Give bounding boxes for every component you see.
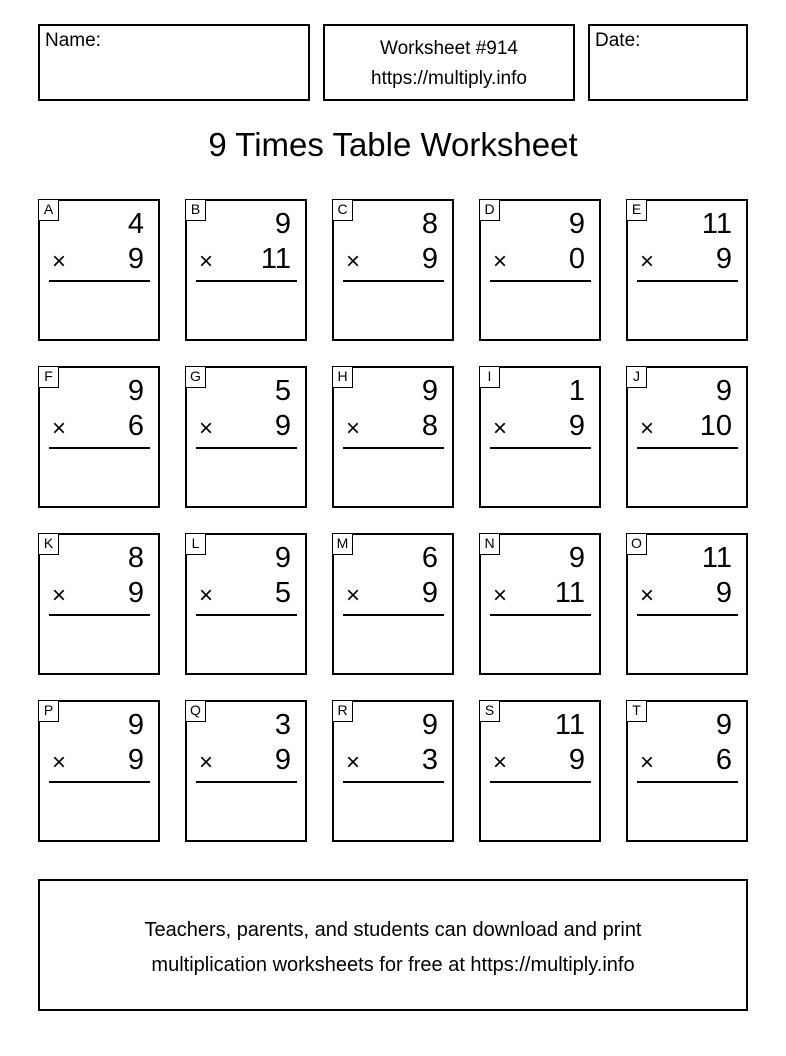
multiplier: 5 xyxy=(274,577,291,609)
problem-card[interactable] xyxy=(185,700,307,842)
times-sign: × xyxy=(52,582,67,609)
problem-card[interactable] xyxy=(332,533,454,675)
problem-letter: E xyxy=(626,199,647,221)
multiplier: 9 xyxy=(715,243,732,275)
multiplicand: 9 xyxy=(274,542,291,574)
times-sign: × xyxy=(493,582,508,609)
multiplicand: 4 xyxy=(127,208,144,240)
multiplier: 10 xyxy=(699,410,732,442)
multiplier: 9 xyxy=(568,410,585,442)
times-sign: × xyxy=(199,415,214,442)
times-sign: × xyxy=(493,248,508,275)
times-sign: × xyxy=(640,415,655,442)
multiplicand: 9 xyxy=(127,709,144,741)
problem-card[interactable] xyxy=(626,199,748,341)
multiplicand: 9 xyxy=(274,208,291,240)
problem-letter: K xyxy=(38,533,59,555)
problem-card[interactable] xyxy=(38,366,160,508)
multiplicand: 9 xyxy=(421,375,438,407)
multiplicand: 11 xyxy=(701,208,732,240)
answer-rule xyxy=(637,614,738,616)
multiplicand: 11 xyxy=(701,542,732,574)
worksheet-url: https://multiply.info xyxy=(371,68,527,89)
problem-letter: O xyxy=(626,533,647,555)
problem-card[interactable] xyxy=(185,199,307,341)
answer-rule xyxy=(196,614,297,616)
answer-rule xyxy=(490,781,591,783)
multiplicand: 8 xyxy=(421,208,438,240)
multiplier: 9 xyxy=(715,577,732,609)
multiplier: 9 xyxy=(127,243,144,275)
times-sign: × xyxy=(346,749,361,776)
name-label: Name: xyxy=(45,30,101,51)
footer-line-2: multiplication worksheets for free at https://multiply.info xyxy=(151,954,635,976)
problem-card[interactable] xyxy=(626,366,748,508)
times-sign: × xyxy=(493,749,508,776)
answer-rule xyxy=(490,447,591,449)
answer-rule xyxy=(343,280,444,282)
problem-letter: T xyxy=(626,700,647,722)
problem-letter: M xyxy=(332,533,353,555)
times-sign: × xyxy=(346,248,361,275)
answer-rule xyxy=(490,614,591,616)
problem-card[interactable] xyxy=(479,533,601,675)
problem-card[interactable] xyxy=(185,366,307,508)
multiplicand: 8 xyxy=(127,542,144,574)
problem-card[interactable] xyxy=(38,199,160,341)
multiplier: 11 xyxy=(260,243,291,275)
multiplier: 8 xyxy=(421,410,438,442)
multiplier: 0 xyxy=(568,243,585,275)
footer-note xyxy=(38,879,748,1011)
times-sign: × xyxy=(346,415,361,442)
problem-card[interactable] xyxy=(38,700,160,842)
multiplicand: 1 xyxy=(568,375,585,407)
multiplier: 9 xyxy=(127,577,144,609)
multiplier: 9 xyxy=(568,744,585,776)
answer-rule xyxy=(343,447,444,449)
multiplicand: 9 xyxy=(421,709,438,741)
problem-card[interactable] xyxy=(479,199,601,341)
problem-card[interactable] xyxy=(626,700,748,842)
times-sign: × xyxy=(199,582,214,609)
problem-card[interactable] xyxy=(185,533,307,675)
times-sign: × xyxy=(640,582,655,609)
multiplier: 9 xyxy=(421,243,438,275)
date-label: Date: xyxy=(595,30,641,51)
problem-card[interactable] xyxy=(626,533,748,675)
problem-letter: H xyxy=(332,366,353,388)
multiplier: 6 xyxy=(127,410,144,442)
problem-letter: G xyxy=(185,366,206,388)
date-field[interactable] xyxy=(588,24,748,101)
answer-rule xyxy=(637,781,738,783)
answer-rule xyxy=(196,781,297,783)
times-sign: × xyxy=(52,415,67,442)
problem-letter: F xyxy=(38,366,59,388)
answer-rule xyxy=(343,781,444,783)
name-field[interactable] xyxy=(38,24,310,101)
problem-letter: B xyxy=(185,199,206,221)
answer-rule xyxy=(637,447,738,449)
multiplier: 9 xyxy=(127,744,144,776)
multiplicand: 9 xyxy=(127,375,144,407)
problem-card[interactable] xyxy=(38,533,160,675)
multiplier: 9 xyxy=(274,410,291,442)
problem-card[interactable] xyxy=(479,700,601,842)
multiplicand: 9 xyxy=(568,208,585,240)
answer-rule xyxy=(196,280,297,282)
page-title: 9 Times Table Worksheet xyxy=(208,126,578,163)
answer-rule xyxy=(196,447,297,449)
multiplicand: 9 xyxy=(715,375,732,407)
multiplicand: 3 xyxy=(274,709,291,741)
problem-letter: J xyxy=(626,366,647,388)
multiplier: 3 xyxy=(421,744,438,776)
answer-rule xyxy=(490,280,591,282)
problem-letter: A xyxy=(38,199,59,221)
problem-letter: P xyxy=(38,700,59,722)
problem-letter: S xyxy=(479,700,500,722)
times-sign: × xyxy=(640,749,655,776)
multiplicand: 9 xyxy=(715,709,732,741)
answer-rule xyxy=(343,614,444,616)
answer-rule xyxy=(49,614,150,616)
answer-rule xyxy=(637,280,738,282)
worksheet-info-box xyxy=(323,24,575,101)
problem-letter: I xyxy=(479,366,500,388)
times-sign: × xyxy=(52,749,67,776)
worksheet-number: Worksheet #914 xyxy=(379,38,518,59)
multiplicand: 9 xyxy=(568,542,585,574)
multiplier: 9 xyxy=(274,744,291,776)
problem-letter: L xyxy=(185,533,206,555)
answer-rule xyxy=(49,280,150,282)
problem-card[interactable] xyxy=(332,199,454,341)
problem-card[interactable] xyxy=(479,366,601,508)
problem-letter: C xyxy=(332,199,353,221)
times-sign: × xyxy=(199,248,214,275)
times-sign: × xyxy=(493,415,508,442)
footer-line-1: Teachers, parents, and students can download and print xyxy=(144,919,642,941)
multiplicand: 6 xyxy=(421,542,438,574)
problem-letter: D xyxy=(479,199,500,221)
times-sign: × xyxy=(199,749,214,776)
problem-letter: Q xyxy=(185,700,206,722)
multiplicand: 5 xyxy=(274,375,291,407)
problem-card[interactable] xyxy=(332,366,454,508)
answer-rule xyxy=(49,781,150,783)
problem-letter: N xyxy=(479,533,500,555)
multiplier: 9 xyxy=(421,577,438,609)
times-sign: × xyxy=(640,248,655,275)
multiplier: 6 xyxy=(715,744,732,776)
problem-card[interactable] xyxy=(332,700,454,842)
answer-rule xyxy=(49,447,150,449)
times-sign: × xyxy=(346,582,361,609)
problem-letter: R xyxy=(332,700,353,722)
multiplier: 11 xyxy=(554,577,585,609)
times-sign: × xyxy=(52,248,67,275)
multiplicand: 11 xyxy=(554,709,585,741)
